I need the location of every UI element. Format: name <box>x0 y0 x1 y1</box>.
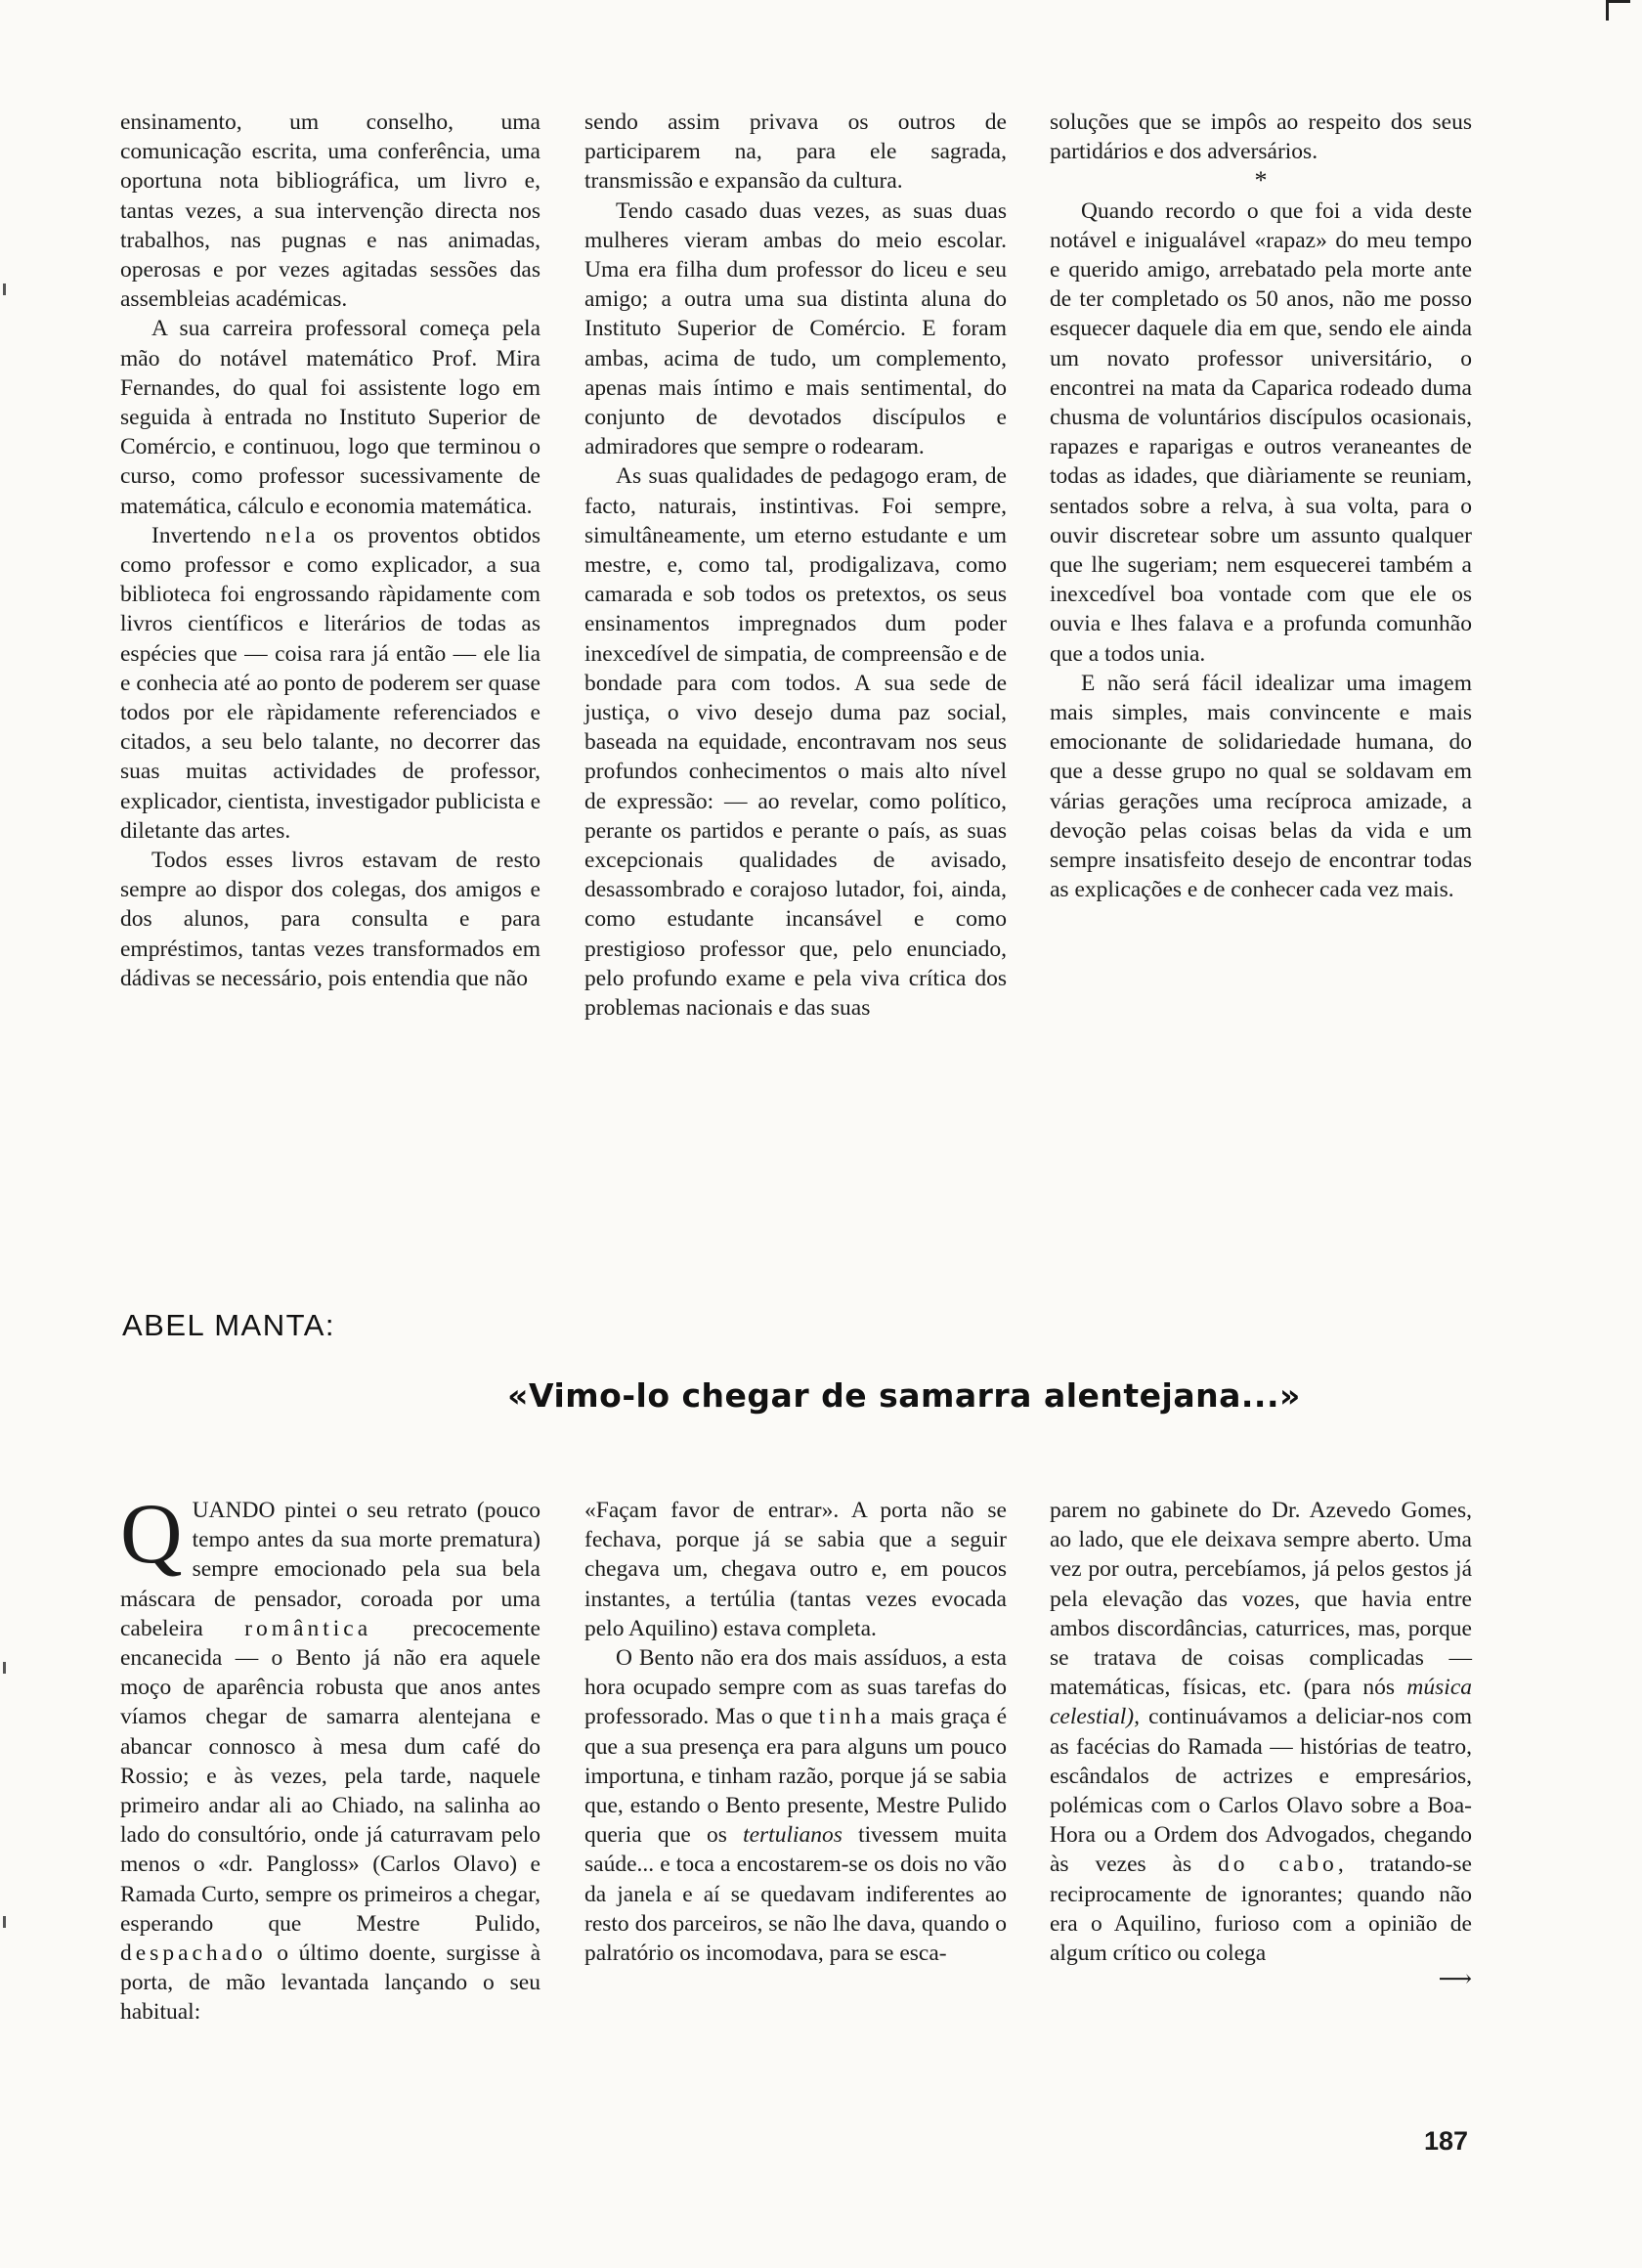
article-title: «Vimo-lo chegar de samarra alentejana...» <box>507 1376 1301 1415</box>
bottom-column-2 <box>584 1496 1007 1968</box>
paragraph: ensinamento, um conselho, uma comunicação escrita, uma conferência, uma oportuna nota bibliográfica, um livro e, tantas vezes, a sua intervenção directa nos trabalhos, nas pugnas e nas animadas, operosas e por vezes agitadas sessões das assembleias académicas. <box>120 109 540 313</box>
paragraph: sendo assim privava os outros de participarem na, para ele sagrada, transmissão e expansão da cultura. <box>584 109 1007 195</box>
bottom-column-3 <box>1050 1496 1472 1993</box>
edge-mark <box>3 1916 6 1928</box>
page-number: 187 <box>1423 2126 1468 2156</box>
continue-arrow-icon: ⟶ <box>1438 1967 1472 1993</box>
paragraph: Quando recordo o que foi a vida deste notável e inigualável «rapaz» do meu tempo e querido amigo, arrebatado pela morte ante de ter completado os 50 anos, não me posso esquecer daquele dia em que, sendo ele ainda um novato professor universitário, o encontrei na mata da Caparica rodeado duma chusma de voluntários discípulos ocasionais, rapazes e raparigas e outros veraneantes de todas as idades, que diàriamente se reuniam, sentados sobre a relva, à sua volta, para o ouvir discretear sobre um assunto qualquer que lhe sugeriam; nem esquecerei também a inexcedível boa vontade com que ele os ouvia e lhes falava e a profunda comunhão que a todos unia. <box>1050 197 1472 667</box>
paragraph: O Bento não era dos mais assíduos, a esta hora ocupado sempre com as suas tarefas do professorado. Mas o que tinha mais graça é que a sua presença era para alguns um pouco importuna, e tinham razão, porque já se sabia que, estando o Bento presente, Mestre Pulido queria que os tertulianos tivessem muita saúde... e toca a encostarem-se os dois no vão da janela e aí se quedavam indiferentes ao resto dos parceiros, se não lhe dava, quando o palratório os incomodava, para se esca- <box>584 1645 1007 1967</box>
drop-cap: Q <box>120 1487 183 1582</box>
bottom-column-1 <box>120 1487 540 2028</box>
paragraph: «Façam favor de entrar». A porta não se fechava, porque já se sabia que a seguir chegava um, chegava outro e, em poucos instantes, a tertúlia (tantas vezes evocada pelo Aquilino) estava completa. <box>584 1498 1007 1641</box>
paragraph: Tendo casado duas vezes, as suas duas mulheres vieram ambas do meio escolar. Uma era filha dum professor do liceu e seu amigo; a outra uma sua distinta aluna do Instituto Superior de Comércio. E foram ambas, acima de tudo, um complemento, apenas mais íntimo e mais sentimental, do conjunto de devotados discípulos e admiradores que sempre o rodearam. <box>584 197 1007 460</box>
paragraph: Invertendo nela os proventos obtidos como professor e como explicador, a sua biblioteca foi engrossando ràpidamente com livros científicos e literários de todas as espécies que — coisa rara já então — ele lia e conhecia até ao ponto de poderem ser quase todos por ele ràpidamente referenciados e citados, a seu belo talante, no decorrer das suas muitas actividades de professor, explicador, cientista, investigador publicista e diletante das artes. <box>120 522 541 844</box>
author-heading: ABEL MANTA: <box>122 1308 336 1342</box>
top-column-3 <box>1050 108 1472 904</box>
paragraph: QUANDO pintei o seu retrato (pouco tempo antes da sua morte prematura) sempre emocionado pela sua bela máscara de pensador, coroada por uma cabeleira romântica precocemente encanecida — o Bento já não era aquele moço de aparência robusta que anos antes víamos chegar de samarra alentejana e abancar connosco à mesa dum café do Rossio; e às vezes, pela tarde, naquele primeiro andar ali ao Chiado, na salinha ao lado do consultório, onde já caturravam pelo menos o «dr. Pangloss» (Carlos Olavo) e Ramada Curto, sempre os primeiros a chegar, esperando que Mestre Pulido, despachado o último doente, surgisse à porta, de mão levantada lançando o seu habitual: <box>120 1487 540 2026</box>
corner-mark <box>1606 0 1630 21</box>
paragraph: parem no gabinete do Dr. Azevedo Gomes, ao lado, que ele deixava sempre aberto. Uma vez por outra, percebíamos, já pelos gestos já pela elevação das vozes, que havia entre ambos discordâncias, caturrices, mas, porque se tratava de coisas complicadas — matemáticas, físicas, etc. (para nós música celestial), continuávamos a deliciar-nos com as facécias do Ramada — histórias de teatro, escândalos de actrizes e empresários, polémicas com o Carlos Olavo sobre a Boa-Hora ou a Ordem dos Advogados, chegando às vezes às do cabo, tratando-se reciprocamente de ignorantes; quando não era o Aquilino, furioso com a opinião de algum crítico ou colega <box>1050 1498 1472 1967</box>
edge-mark <box>3 284 6 295</box>
top-column-1 <box>120 108 540 993</box>
paragraph: soluções que se impôs ao respeito dos seus partidários e dos adversários. <box>1050 109 1472 165</box>
paragraph: E não será fácil idealizar uma imagem mais simples, mais convincente e mais emocionante de solidariedade humana, do que a desse grupo no qual se soldavam em várias gerações uma recíproca amizade, a devoção pelas coisas belas da vida e um sempre insatisfeito desejo de encontrar todas as explicações e de conhecer cada vez mais. <box>1050 670 1472 903</box>
edge-mark <box>3 1662 6 1674</box>
paragraph: A sua carreira professoral começa pela mão do notável matemático Prof. Mira Fernandes, do qual foi assistente logo em seguida à entrada no Instituto Superior de Comércio, e continuou, logo que terminou o curso, como professor sucessivamente de matemática, cálculo e economia matemática. <box>120 316 540 519</box>
top-column-2 <box>584 108 1007 1023</box>
paragraph: Todos esses livros estavam de resto sempre ao dispor dos colegas, dos amigos e dos alunos, para consulta e para empréstimos, tantas vezes transformados em dádivas se necessário, pois entendia que não <box>120 848 540 991</box>
section-separator: * <box>1254 166 1268 196</box>
paragraph: As suas qualidades de pedagogo eram, de facto, naturais, instintivas. Foi sempre, simultâneamente, um eterno estudante e um mestre, e, como tal, prodigalizava, como camarada e sob todos os pretextos, os seus ensinamentos impregnados dum poder inexcedível de simpatia, de compreensão e de bondade para com todos. A sua sede de justiça, o vivo desejo duma paz social, baseada na equidade, encontravam nos seus profundos conhecimentos o mais alto nível de expressão: — ao revelar, como político, perante os partidos e perante o país, as suas excepcionais qualidades de avisado, desassombrado e corajoso lutador, foi, ainda, como estudante incansável e como prestigioso professor que, pelo enunciado, pelo profundo exame e pela viva crítica dos problemas nacionais e das suas <box>584 463 1007 1022</box>
